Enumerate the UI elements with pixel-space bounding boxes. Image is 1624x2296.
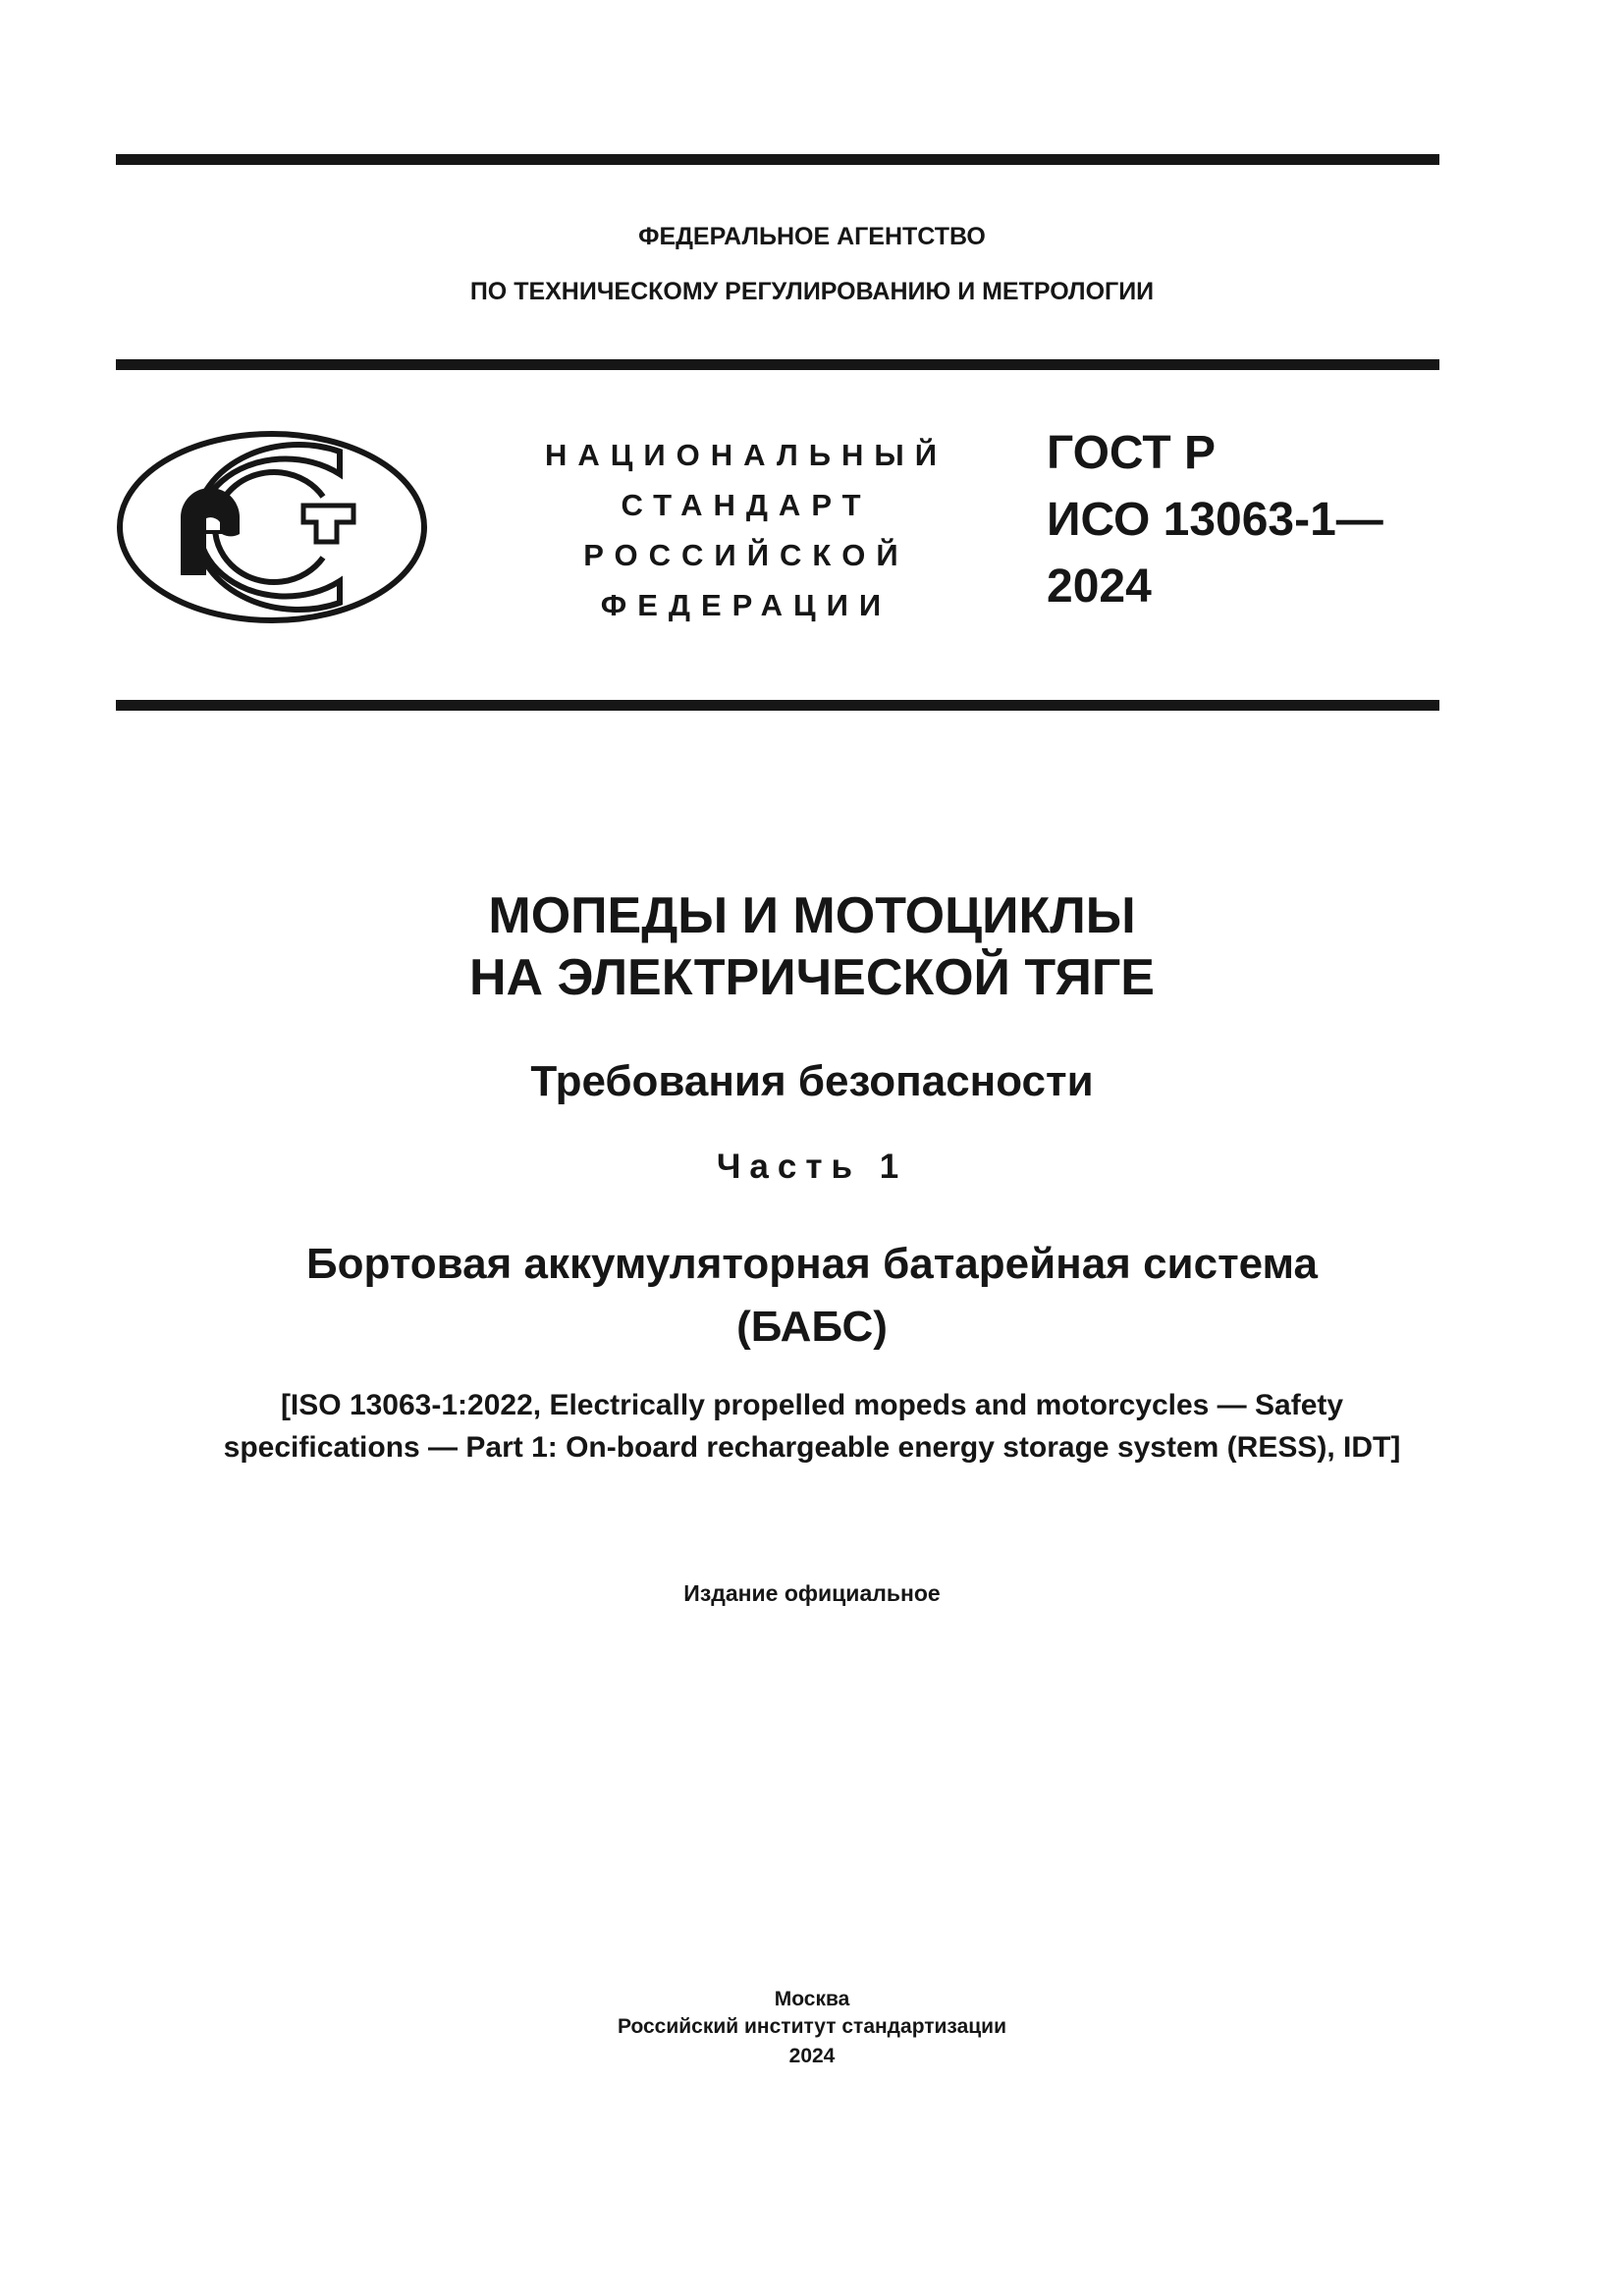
top-rule	[116, 154, 1439, 165]
national-standard-label	[520, 430, 972, 630]
agency-line-2: ПО ТЕХНИЧЕСКОМУ РЕГУЛИРОВАНИЮ И МЕТРОЛОГИИ	[469, 278, 1155, 305]
document-title-line-2: НА ЭЛЕКТРИЧЕСКОЙ ТЯГЕ	[469, 949, 1155, 1006]
part-number: Часть 1	[716, 1148, 908, 1186]
imprint-year: 2024	[788, 2045, 836, 2067]
iso-reference-line-1: [ISO 13063-1:2022, Electrically propelled mopeds and motorcycles — Safety	[280, 1389, 1344, 1421]
designation-line-2: ИСО 13063-1—	[1047, 494, 1383, 546]
part-title-line-2: (БАБС)	[736, 1303, 888, 1351]
national-standard-line-3: РОССИЙСКОЙ	[583, 538, 909, 572]
document-subtitle: Требования безопасности	[530, 1057, 1094, 1105]
national-standard-line-1: НАЦИОНАЛЬНЫЙ	[544, 438, 948, 472]
imprint-publisher: Российский институт стандартизации	[617, 2015, 1007, 2038]
national-standard-line-4: ФЕДЕРАЦИИ	[600, 588, 893, 622]
standard-designation	[1047, 420, 1383, 620]
part-title-line-1: Бортовая аккумуляторная батарейная система	[306, 1240, 1318, 1288]
designation-line-3: 2024	[1047, 561, 1152, 613]
designation-line-1: ГОСТ Р	[1047, 427, 1217, 479]
national-standard-line-2: СТАНДАРТ	[621, 488, 872, 522]
header-divider-rule	[116, 359, 1439, 370]
rst-certification-mark-icon	[114, 428, 430, 626]
imprint-city: Москва	[774, 1988, 850, 2010]
designation-divider-rule	[116, 700, 1439, 711]
agency-line-1: ФЕДЕРАЛЬНОЕ АГЕНТСТВО	[638, 223, 986, 250]
document-title-line-1: МОПЕДЫ И МОТОЦИКЛЫ	[488, 887, 1136, 944]
iso-reference-line-2: specifications — Part 1: On-board rechargeable energy storage system (RESS), IDT]	[223, 1431, 1401, 1464]
official-edition-label: Издание официальное	[683, 1580, 941, 1606]
